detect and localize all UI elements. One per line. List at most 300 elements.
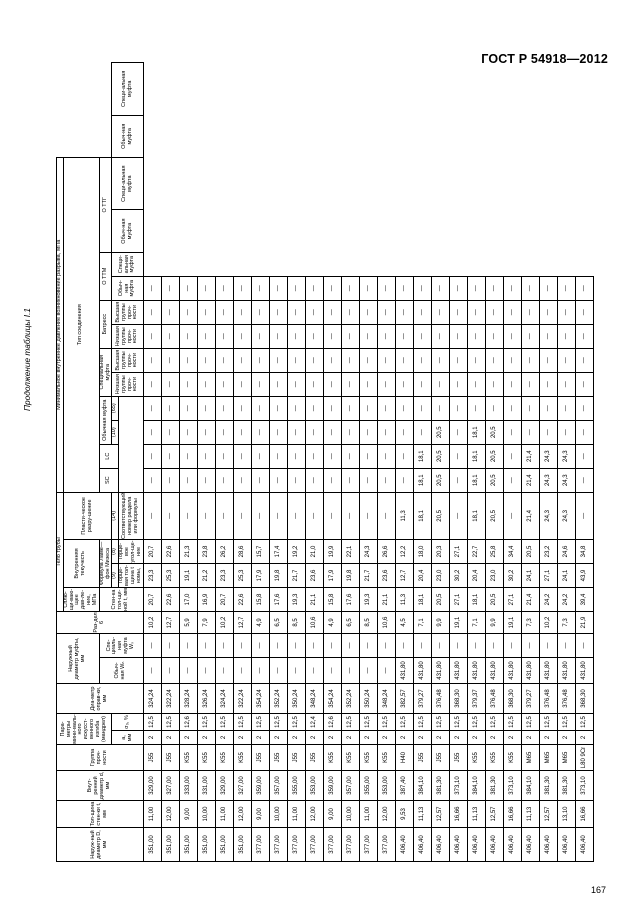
cell-internal-thin: 34,4 xyxy=(503,540,521,564)
cell-drift: 352,24 xyxy=(341,684,359,714)
th-normal-high-group: Высшая группы проч-ности xyxy=(112,348,143,372)
cell-wall-thickness: 12,00 xyxy=(161,801,179,828)
cell-mandrel-b: 12,5 xyxy=(341,714,359,731)
cell-internal-nominal: 30,2 xyxy=(503,564,521,588)
cell-mandrel-b: 12,5 xyxy=(233,714,251,731)
cell-wall-thickness: 11,00 xyxy=(143,801,161,828)
th-lame-formula: Формула Ламе—фон Мизеса xyxy=(99,540,112,588)
cell-collapse: 20,7 xyxy=(143,588,161,612)
cell-conn-6: — xyxy=(323,324,341,348)
cell-steel-grade: L80 9Cr xyxy=(575,745,593,771)
cell-conn-3: — xyxy=(305,396,323,420)
cell-conn-2: — xyxy=(539,420,557,444)
cell-razdel: 9,9 xyxy=(431,612,449,634)
cell-conn-4: — xyxy=(179,372,197,396)
cell-steel-grade: J55 xyxy=(413,745,431,771)
cell-steel-grade: J55 xyxy=(449,745,467,771)
cell-conn-3: — xyxy=(377,396,395,420)
table-container xyxy=(56,62,587,862)
cell-conn-1: — xyxy=(251,444,269,468)
cell-conn-5: — xyxy=(251,348,269,372)
cell-outer-diameter: 377,00 xyxy=(377,828,395,862)
cell-outer-diameter: 351,00 xyxy=(161,828,179,862)
cell-razdel: 6,5 xyxy=(269,612,287,634)
th-sc: SC xyxy=(99,468,118,492)
cell-conn-2: — xyxy=(557,420,575,444)
cell-conn-3: — xyxy=(539,396,557,420)
cell-conn-7: — xyxy=(377,300,395,324)
cell-coupling-normal: 431,80 xyxy=(485,658,503,684)
cell-inner-diameter: 359,00 xyxy=(251,771,269,801)
th-mandrel-a: a, мм xyxy=(112,731,143,745)
cell-razdel: 4,9 xyxy=(323,612,341,634)
cell-sc: 11,3 xyxy=(395,492,413,539)
cell-conn-7: — xyxy=(179,300,197,324)
cell-lc: 24,3 xyxy=(539,468,557,492)
cell-conn-2: — xyxy=(395,420,413,444)
cell-internal-thin: 22,7 xyxy=(467,540,485,564)
cell-conn-2: — xyxy=(197,420,215,444)
cell-wall-thickness: 9,00 xyxy=(251,801,269,828)
cell-conn-6: — xyxy=(359,324,377,348)
cell-mandrel-a: 2 xyxy=(521,731,539,745)
cell-coupling-special: — xyxy=(467,634,485,658)
cell-internal-nominal: 20,4 xyxy=(413,564,431,588)
cell-internal-nominal: 23,3 xyxy=(143,564,161,588)
cell-conn-5: — xyxy=(215,348,233,372)
cell-mandrel-b: 12,5 xyxy=(395,714,413,731)
cell-drift: 368,30 xyxy=(449,684,467,714)
cell-razdel: 10,2 xyxy=(215,612,233,634)
cell-coupling-normal: — xyxy=(377,658,395,684)
cell-drift: 328,24 xyxy=(179,684,197,714)
th-collapse-pressure: Сплю-щи-ваю-щее дав-ле-ние, МПа xyxy=(62,588,98,611)
cell-conn-5: — xyxy=(557,348,575,372)
cell-collapse: 18,1 xyxy=(413,588,431,612)
cell-outer-diameter: 351,00 xyxy=(197,828,215,862)
cell-sc: — xyxy=(269,492,287,539)
th-steel-grade: Группа проч-ности xyxy=(57,745,144,771)
cell-conn-6: — xyxy=(287,324,305,348)
cell-drift: 326,24 xyxy=(197,684,215,714)
cell-conn-3: — xyxy=(233,396,251,420)
cell-inner-diameter: 387,40 xyxy=(395,771,413,801)
th-torque-nominal: Торце-вая тол-щина t номы, xyxy=(118,565,142,586)
cell-drift: 379,27 xyxy=(413,684,431,714)
th-special-coupling: Специальная муфта xyxy=(99,348,112,396)
cell-conn-8: — xyxy=(557,276,575,300)
cell-wall-thickness: 11,00 xyxy=(215,801,233,828)
th-outer-diameter: Наруж-ный диаметр D, мм xyxy=(57,828,144,862)
cell-conn-6: — xyxy=(305,324,323,348)
cell-conn-5: — xyxy=(143,348,161,372)
cell-conn-6: — xyxy=(215,324,233,348)
table-row xyxy=(143,63,161,862)
page-number: 167 xyxy=(590,885,606,895)
cell-coupling-normal: — xyxy=(197,658,215,684)
cell-conn-3: — xyxy=(413,396,431,420)
cell-conn-1: — xyxy=(341,444,359,468)
cell-razdel: 4,5 xyxy=(395,612,413,634)
cell-internal-nominal: 19,1 xyxy=(179,564,197,588)
cell-internal-thin: 15,7 xyxy=(251,540,269,564)
cell-conn-5: — xyxy=(359,348,377,372)
cell-sc: — xyxy=(377,492,395,539)
cell-wall-thickness: 10,00 xyxy=(341,801,359,828)
cell-wall-thickness: 10,00 xyxy=(197,801,215,828)
cell-mandrel-b: 12,5 xyxy=(359,714,377,731)
cell-internal-thin: 22,6 xyxy=(161,540,179,564)
cell-coupling-normal: — xyxy=(323,658,341,684)
cell-razdel: 7,1 xyxy=(413,612,431,634)
cell-sc: — xyxy=(161,492,179,539)
cell-conn-3: — xyxy=(485,396,503,420)
cell-razdel: 5,9 xyxy=(179,612,197,634)
table-row xyxy=(395,63,413,862)
cell-outer-diameter: 406,40 xyxy=(485,828,503,862)
cell-internal-nominal: 23,0 xyxy=(485,564,503,588)
cell-internal-nominal: 12,7 xyxy=(395,564,413,588)
cell-razdel: 6,5 xyxy=(341,612,359,634)
cell-outer-diameter: 406,40 xyxy=(431,828,449,862)
cell-conn-7: — xyxy=(287,300,305,324)
cell-drift: 350,24 xyxy=(359,684,377,714)
cell-coupling-normal: — xyxy=(143,658,161,684)
cell-sc: — xyxy=(287,492,305,539)
cell-collapse: 19,3 xyxy=(287,588,305,612)
cell-collapse: 11,3 xyxy=(395,588,413,612)
cell-drift: 368,30 xyxy=(575,684,593,714)
table-row xyxy=(323,63,341,862)
cell-coupling-normal: 431,80 xyxy=(467,658,485,684)
th-special-high-group: Высшая группы проч-ности xyxy=(112,300,143,324)
cell-conn-8: — xyxy=(197,276,215,300)
th-buttress-special: Специ-альная муфта xyxy=(112,252,143,276)
cell-conn-6: — xyxy=(575,324,593,348)
cell-conn-7: — xyxy=(215,300,233,324)
cell-inner-diameter: 331,00 xyxy=(197,771,215,801)
cell-conn-8: — xyxy=(305,276,323,300)
cell-collapse: 27,1 xyxy=(503,588,521,612)
cell-sc: 24,3 xyxy=(557,492,575,539)
table-row xyxy=(179,63,197,862)
cell-razdel: 4,9 xyxy=(251,612,269,634)
cell-wall-thickness: 11,00 xyxy=(287,801,305,828)
cell-mandrel-a: 2 xyxy=(485,731,503,745)
cell-drift: 348,24 xyxy=(305,684,323,714)
cell-conn-3: — xyxy=(161,396,179,420)
cell-conn-2: — xyxy=(179,420,197,444)
cell-inner-diameter: 333,00 xyxy=(179,771,197,801)
cell-internal-nominal: 23,6 xyxy=(305,564,323,588)
cell-mandrel-a: 2 xyxy=(359,731,377,745)
cell-lc: — xyxy=(305,468,323,492)
cell-lc: — xyxy=(143,468,161,492)
cell-steel-grade: J55 xyxy=(251,745,269,771)
table-row xyxy=(521,63,539,862)
cell-conn-4: — xyxy=(269,372,287,396)
cell-lc: — xyxy=(395,468,413,492)
cell-conn-5: — xyxy=(305,348,323,372)
cell-coupling-special: — xyxy=(395,634,413,658)
cell-inner-diameter: 373,10 xyxy=(449,771,467,801)
cell-conn-2: — xyxy=(269,420,287,444)
table-row xyxy=(161,63,179,862)
cell-conn-6: — xyxy=(539,324,557,348)
cell-conn-5: — xyxy=(467,348,485,372)
cell-conn-5: — xyxy=(377,348,395,372)
cell-coupling-special: — xyxy=(179,634,197,658)
cell-outer-diameter: 406,40 xyxy=(467,828,485,862)
cell-conn-3: — xyxy=(179,396,197,420)
cell-conn-3: — xyxy=(359,396,377,420)
cell-outer-diameter: 377,00 xyxy=(341,828,359,862)
cell-mandrel-b: 12,5 xyxy=(269,714,287,731)
cell-drift: 376,48 xyxy=(539,684,557,714)
cell-internal-thin: 26,2 xyxy=(215,540,233,564)
cell-mandrel-b: 12,5 xyxy=(485,714,503,731)
cell-coupling-special: — xyxy=(161,634,179,658)
cell-coupling-special: — xyxy=(341,634,359,658)
cell-conn-1: — xyxy=(575,444,593,468)
cell-mandrel-a: 2 xyxy=(467,731,485,745)
th-wall-thickness: Тол-щина стен-ки t, мм xyxy=(57,801,144,828)
cell-sc: — xyxy=(179,492,197,539)
th-group-14: (14) xyxy=(112,492,119,539)
cell-sc: 20,5 xyxy=(431,492,449,539)
cell-coupling-normal: — xyxy=(287,658,305,684)
th-special-low-group: Низшая группы проч-ности xyxy=(112,324,143,348)
cell-internal-nominal: 21,2 xyxy=(197,564,215,588)
cell-razdel: 12,7 xyxy=(233,612,251,634)
cell-conn-1: — xyxy=(161,444,179,468)
cell-coupling-special: — xyxy=(557,634,575,658)
cell-drift: 379,37 xyxy=(467,684,485,714)
cell-mandrel-a: 2 xyxy=(449,731,467,745)
cell-conn-7: — xyxy=(197,300,215,324)
cell-conn-2: — xyxy=(575,420,593,444)
cell-lc: — xyxy=(233,468,251,492)
cell-conn-6: — xyxy=(233,324,251,348)
cell-collapse: 17,6 xyxy=(341,588,359,612)
cell-conn-8: — xyxy=(251,276,269,300)
cell-coupling-normal: — xyxy=(305,658,323,684)
cell-mandrel-a: 2 xyxy=(143,731,161,745)
cell-conn-5: — xyxy=(413,348,431,372)
cell-conn-4: — xyxy=(323,372,341,396)
cell-steel-grade: K55 xyxy=(323,745,341,771)
cell-conn-3: — xyxy=(197,396,215,420)
cell-conn-8: — xyxy=(359,276,377,300)
cell-mandrel-a: 2 xyxy=(413,731,431,745)
cell-conn-8: — xyxy=(269,276,287,300)
cell-mandrel-a: 2 xyxy=(161,731,179,745)
cell-conn-2: — xyxy=(449,420,467,444)
cell-conn-6: — xyxy=(197,324,215,348)
th-group-10: (10) xyxy=(112,420,119,444)
th-normal-coupling: Обычная муфта xyxy=(99,396,112,444)
cell-conn-1: — xyxy=(377,444,395,468)
cell-lc: — xyxy=(341,468,359,492)
cell-drift: 382,57 xyxy=(395,684,413,714)
cell-steel-grade: M65 xyxy=(557,745,575,771)
cell-razdel: 10,2 xyxy=(539,612,557,634)
cell-mandrel-b: 12,5 xyxy=(251,714,269,731)
cell-collapse: 19,3 xyxy=(359,588,377,612)
cell-outer-diameter: 377,00 xyxy=(359,828,377,862)
cell-wall-thickness: 12,00 xyxy=(233,801,251,828)
cell-conn-1: 24,3 xyxy=(557,444,575,468)
casing-dimensions-table xyxy=(56,62,594,862)
cell-conn-3: — xyxy=(395,396,413,420)
cell-conn-7: — xyxy=(233,300,251,324)
th-group-65: (65) xyxy=(112,396,119,420)
cell-conn-3: — xyxy=(215,396,233,420)
cell-collapse: 21,4 xyxy=(521,588,539,612)
cell-steel-grade: J55 xyxy=(431,745,449,771)
cell-mandrel-b: 12,5 xyxy=(467,714,485,731)
cell-inner-diameter: 329,00 xyxy=(215,771,233,801)
cell-conn-1: 24,3 xyxy=(539,444,557,468)
cell-internal-thin: 23,8 xyxy=(197,540,215,564)
th-connection-type: Тип соединения xyxy=(63,157,99,492)
cell-conn-1: 18,1 xyxy=(413,444,431,468)
cell-mandrel-a: 2 xyxy=(503,731,521,745)
th-pipe-body: Тело трубы xyxy=(57,492,64,611)
cell-conn-6: — xyxy=(467,324,485,348)
table-body xyxy=(143,63,593,862)
cell-mandrel-a: 2 xyxy=(287,731,305,745)
cell-steel-grade: H40 xyxy=(395,745,413,771)
cell-conn-1: — xyxy=(323,444,341,468)
cell-conn-4: — xyxy=(557,372,575,396)
cell-internal-nominal: 17,9 xyxy=(251,564,269,588)
table-row xyxy=(287,63,305,862)
cell-mandrel-b: 12,5 xyxy=(377,714,395,731)
cell-coupling-special: — xyxy=(413,634,431,658)
cell-mandrel-a: 2 xyxy=(233,731,251,745)
cell-sc: — xyxy=(305,492,323,539)
cell-inner-diameter: 353,00 xyxy=(305,771,323,801)
cell-conn-8: — xyxy=(485,276,503,300)
cell-lc: 18,1 xyxy=(467,468,485,492)
cell-collapse: 17,6 xyxy=(269,588,287,612)
cell-collapse: 24,2 xyxy=(539,588,557,612)
cell-coupling-normal: 431,80 xyxy=(557,658,575,684)
cell-internal-thin: 34,8 xyxy=(575,540,593,564)
cell-steel-grade: K55 xyxy=(341,745,359,771)
cell-collapse: 20,5 xyxy=(431,588,449,612)
cell-conn-4: — xyxy=(503,372,521,396)
cell-steel-grade: J55 xyxy=(143,745,161,771)
cell-steel-grade: M65 xyxy=(539,745,557,771)
cell-lc: — xyxy=(449,468,467,492)
cell-coupling-special: — xyxy=(287,634,305,658)
cell-conn-7: — xyxy=(323,300,341,324)
cell-outer-diameter: 377,00 xyxy=(269,828,287,862)
cell-conn-4: — xyxy=(539,372,557,396)
cell-lc: — xyxy=(251,468,269,492)
cell-steel-grade: K55 xyxy=(233,745,251,771)
cell-sc: 21,4 xyxy=(521,492,539,539)
cell-collapse: 18,1 xyxy=(467,588,485,612)
cell-outer-diameter: 351,00 xyxy=(143,828,161,862)
table-row xyxy=(359,63,377,862)
cell-internal-thin: 26,6 xyxy=(377,540,395,564)
cell-conn-8: — xyxy=(161,276,179,300)
cell-drift: 324,24 xyxy=(143,684,161,714)
cell-internal-thin: 22,1 xyxy=(341,540,359,564)
cell-internal-thin: 17,4 xyxy=(269,540,287,564)
cell-mandrel-b: 12,5 xyxy=(161,714,179,731)
cell-conn-8: — xyxy=(341,276,359,300)
cell-coupling-special: — xyxy=(521,634,539,658)
cell-inner-diameter: 373,10 xyxy=(575,771,593,801)
cell-conn-1: 21,4 xyxy=(521,444,539,468)
cell-internal-nominal: 24,1 xyxy=(521,564,539,588)
cell-drift: 352,24 xyxy=(269,684,287,714)
cell-coupling-normal: — xyxy=(251,658,269,684)
cell-conn-1: — xyxy=(233,444,251,468)
cell-internal-nominal: 24,1 xyxy=(557,564,575,588)
cell-conn-1: 20,5 xyxy=(485,444,503,468)
cell-conn-4: — xyxy=(395,372,413,396)
cell-sc: — xyxy=(449,492,467,539)
cell-conn-2: 20,5 xyxy=(431,420,449,444)
cell-inner-diameter: 359,00 xyxy=(323,771,341,801)
cell-conn-7: — xyxy=(575,300,593,324)
cell-conn-1: — xyxy=(215,444,233,468)
cell-conn-4: — xyxy=(359,372,377,396)
cell-razdel: 9,9 xyxy=(485,612,503,634)
cell-lc: 20,5 xyxy=(485,468,503,492)
cell-razdel: 8,5 xyxy=(359,612,377,634)
cell-mandrel-a: 2 xyxy=(377,731,395,745)
cell-wall-thickness: 12,00 xyxy=(377,801,395,828)
cell-internal-nominal: 25,3 xyxy=(161,564,179,588)
cell-wall-thickness: 16,66 xyxy=(575,801,593,828)
table-row xyxy=(431,63,449,862)
cell-wall-thickness: 12,57 xyxy=(431,801,449,828)
cell-conn-3: — xyxy=(287,396,305,420)
cell-sc: 20,5 xyxy=(485,492,503,539)
th-ottm-normal: Обыч-ная муфта xyxy=(112,210,143,252)
cell-mandrel-a: 2 xyxy=(575,731,593,745)
cell-conn-8: — xyxy=(467,276,485,300)
cell-internal-nominal: 21,7 xyxy=(287,564,305,588)
cell-outer-diameter: 351,00 xyxy=(215,828,233,862)
cell-conn-2: 20,5 xyxy=(485,420,503,444)
table-row xyxy=(215,63,233,862)
cell-conn-6: — xyxy=(179,324,197,348)
cell-conn-8: — xyxy=(503,276,521,300)
cell-mandrel-b: 12,5 xyxy=(287,714,305,731)
cell-conn-5: — xyxy=(521,348,539,372)
cell-mandrel-b: 12,6 xyxy=(323,714,341,731)
cell-conn-3: — xyxy=(557,396,575,420)
cell-conn-7: — xyxy=(467,300,485,324)
cell-internal-thin: 18,0 xyxy=(413,540,431,564)
cell-mandrel-b: 12,5 xyxy=(413,714,431,731)
table-row xyxy=(449,63,467,862)
cell-drift: 322,24 xyxy=(233,684,251,714)
cell-wall-thickness: 13,10 xyxy=(557,801,575,828)
cell-conn-1: — xyxy=(179,444,197,468)
cell-conn-5: — xyxy=(287,348,305,372)
cell-inner-diameter: 381,30 xyxy=(485,771,503,801)
cell-internal-thin: 20,5 xyxy=(521,540,539,564)
cell-razdel: 8,5 xyxy=(287,612,305,634)
